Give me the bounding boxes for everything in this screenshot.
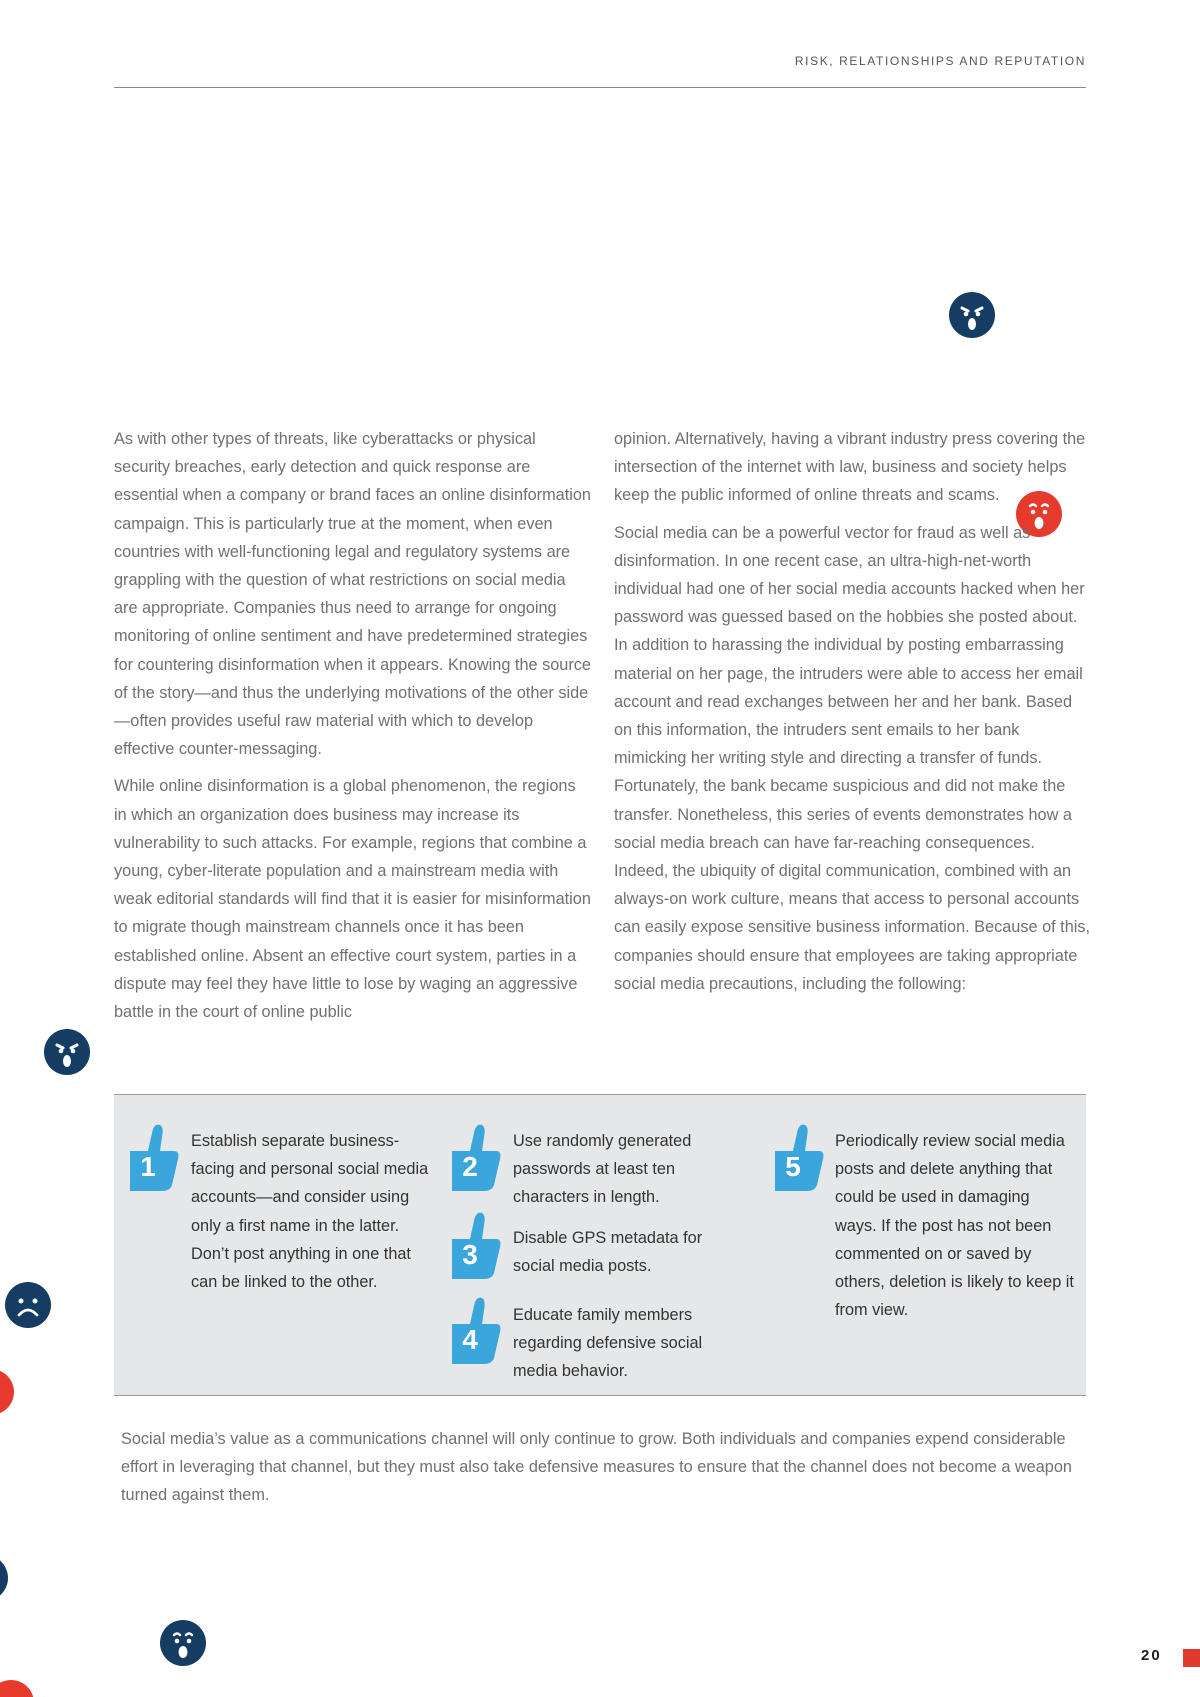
thumbs-up-icon (126, 1121, 180, 1193)
tip-number: 2 (462, 1151, 478, 1182)
tip-text: Use randomly generated passwords at least ten characters in length. (513, 1132, 692, 1207)
tip-text: Educate family members regarding defensive social media behavior. (513, 1306, 703, 1381)
precautions-panel (114, 1094, 1086, 1396)
running-header-title: RISK, RELATIONSHIPS AND REPUTATION (794, 54, 1086, 68)
angry-face-icon (44, 1029, 90, 1075)
tip-number: 5 (785, 1151, 801, 1182)
body-paragraph: As with other types of threats, like cyberattacks or physical security breaches, early detection and quick response are essential when a company or brand faces an online disinformation campaign. This is particularly true at the moment, when even countries with well-functioning legal and regulatory systems are grappling with the question of what restrictions on social media are appropriate. Companies thus need to arrange for ongoing monitoring of online sentiment and have predetermined strategies for countering disinformation when it appears. Knowing the source of the story—and thus the underlying motivations of the other side—often provides useful raw material with which to develop effective counter-messaging. (114, 430, 591, 759)
shocked-face-icon (160, 1620, 206, 1666)
body-paragraph: While online disinformation is a global phenomenon, the regions in which an organization does business may increase its vulnerability to such attacks. For example, regions that combine a young, cyber-literate population and a mainstream media with weak editorial standards will find that it is easier for misinformation to migrate though mainstream channels once it has been established online. Absent an effective court system, parties in a dispute may feel they have little to lose by waging an aggressive battle in the court of online public (114, 777, 591, 1022)
partial-red-face-icon (0, 1369, 14, 1415)
closing-paragraph: Social media’s value as a communications channel will only continue to grow. Both individuals and companies expend considerable effort in leveraging that channel, but they must also take defensive measures to ensure that the channel does not become a weapon turned against them. (121, 1430, 1072, 1505)
body-column-left (114, 425, 592, 1035)
page-tab-marker (1183, 1649, 1200, 1667)
body-column-right (614, 425, 1092, 1007)
thumbs-up-icon (771, 1121, 825, 1193)
body-paragraph: Social media can be a powerful vector for fraud as well as disinformation. In one recent case, an ultra-high-net-worth individual had one of her social media accounts hacked when her password was guessed based on the hobbies she posted about. In addition to harassing the individual by posting embarrassing material on her page, the intruders were able to access her email account and read exchanges between her and her bank. Based on this information, the intruders sent emails to her bank mimicking her writing style and directing a transfer of funds. Fortunately, the bank became suspicious and did not make the transfer. Nonetheless, this series of events demonstrates how a social media breach can have far-reaching consequences. Indeed, the ubiquity of digital communication, combined with an always-on work culture, means that access to personal accounts can easily expose sensitive business information. Because of this, companies should ensure that employees are taking appropriate social media precautions, including the following: (614, 523, 1091, 993)
thumbs-up-icon (448, 1209, 502, 1281)
tip-number: 3 (462, 1239, 478, 1270)
tip-text: Disable GPS metadata for social media posts. (513, 1229, 703, 1276)
thumbs-up-icon (448, 1121, 502, 1193)
tip-number: 4 (462, 1324, 478, 1355)
page-number: 20 (1141, 1647, 1162, 1664)
tip-text: Establish separate business-facing and personal social media accounts—and consider using only a first name in the latter. Don’t post anything in one that can be linked to the other. (191, 1132, 429, 1292)
page-header (114, 52, 1086, 88)
tip-text: Periodically review social media posts and delete anything that could be used in damaging ways. If the post has not been commented on or saved by others, deletion is likely to keep it from view. (835, 1132, 1074, 1320)
thumbs-up-icon (448, 1294, 502, 1366)
tip-number: 1 (140, 1151, 156, 1182)
angry-face-icon (949, 292, 995, 338)
partial-navy-face-icon (0, 1555, 8, 1601)
sad-face-icon (5, 1282, 51, 1328)
partial-red-face-icon (0, 1680, 34, 1697)
body-paragraph: opinion. Alternatively, having a vibrant industry press covering the intersection of the internet with law, business and society helps keep the public informed of online threats and scams. (614, 430, 1086, 505)
